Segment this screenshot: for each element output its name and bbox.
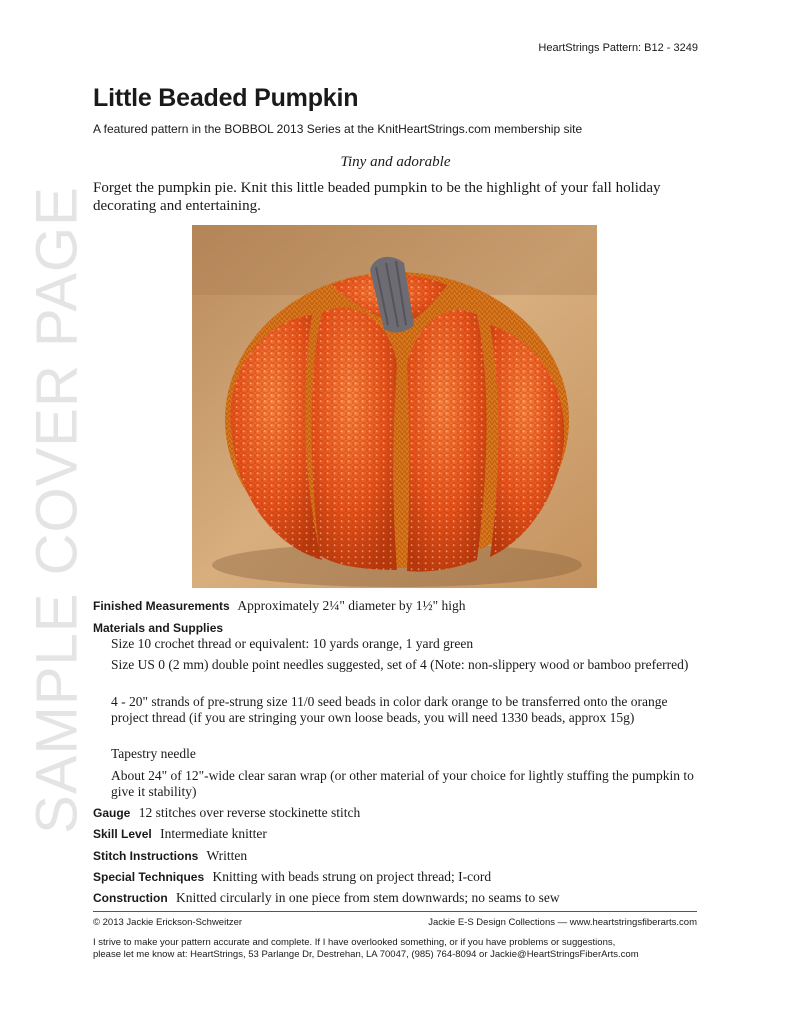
gauge-value: 12 stitches over reverse stockinette stitch (138, 805, 361, 820)
skill-value: Intermediate knitter (160, 826, 267, 841)
material-item: Tapestry needle (111, 746, 196, 761)
material-item: About 24" of 12"-wide clear saran wrap (or other material of your choice for lightly stuffing the pumpkin to give it stability) (111, 768, 694, 799)
disclaimer (93, 937, 703, 961)
techniques-value: Knitting with beads strung on project thread; I-cord (212, 869, 492, 884)
pumpkin-photo (192, 225, 597, 588)
gauge (93, 805, 708, 821)
skill-label: Skill Level (93, 827, 152, 841)
intro-paragraph: Forget the pumpkin pie. Knit this little beaded pumpkin to be the highlight of your fall holiday decorating and entertaining. (93, 180, 661, 214)
finished-measurements (93, 598, 708, 614)
materials-label: Materials and Supplies (93, 621, 224, 635)
special-techniques (93, 869, 708, 885)
stitch-value: Written (206, 848, 248, 863)
materials-heading (93, 620, 708, 636)
finished-value: Approximately 2¼" diameter by 1½" high (237, 598, 466, 613)
construction-value: Knitted circularly in one piece from stem downwards; no seams to sew (176, 890, 560, 905)
page-subtitle: A featured pattern in the BOBBOL 2013 Series at the KnitHeartStrings.com membership site (93, 122, 583, 136)
construction-label: Construction (93, 891, 168, 905)
pattern-number: HeartStrings Pattern: B12 - 3249 (538, 42, 698, 54)
stitch-instructions (93, 848, 708, 864)
disclaimer-line: I strive to make your pattern accurate and complete. If I have overlooked something, or if you have problems or suggestions, (93, 937, 616, 948)
copyright: © 2013 Jackie Erickson-Schweitzer (93, 917, 243, 928)
gauge-label: Gauge (93, 806, 131, 820)
techniques-label: Special Techniques (93, 870, 205, 884)
stitch-label: Stitch Instructions (93, 849, 199, 863)
watermark-text: SAMPLE COVER PAGE (24, 186, 90, 834)
material-item: 4 - 20" strands of pre-strung size 11/0 seed beads in color dark orange to be transferred onto the orange project thread (if you are stringing your own loose beads, you will need 1330 beads, approx 15g) (111, 694, 668, 725)
construction (93, 890, 708, 906)
finished-label: Finished Measurements (93, 599, 230, 613)
page-title: Little Beaded Pumpkin (93, 84, 359, 112)
collection-credit: Jackie E-S Design Collections — www.heartstringsfiberarts.com (428, 917, 697, 928)
footer-divider (93, 911, 697, 912)
pumpkin-illustration (192, 225, 597, 588)
disclaimer-line: please let me know at: HeartStrings, 53 Parlange Dr, Destrehan, LA 70047, (985) 764-8094 or Jackie@HeartStringsFiberArts.com (93, 949, 639, 960)
material-item: Size 10 crochet thread or equivalent: 10 yards orange, 1 yard green (111, 636, 474, 651)
skill-level (93, 826, 708, 842)
material-item: Size US 0 (2 mm) double point needles suggested, set of 4 (Note: non-slippery wood or bamboo preferred) (111, 657, 689, 672)
tagline: Tiny and adorable (340, 154, 451, 170)
